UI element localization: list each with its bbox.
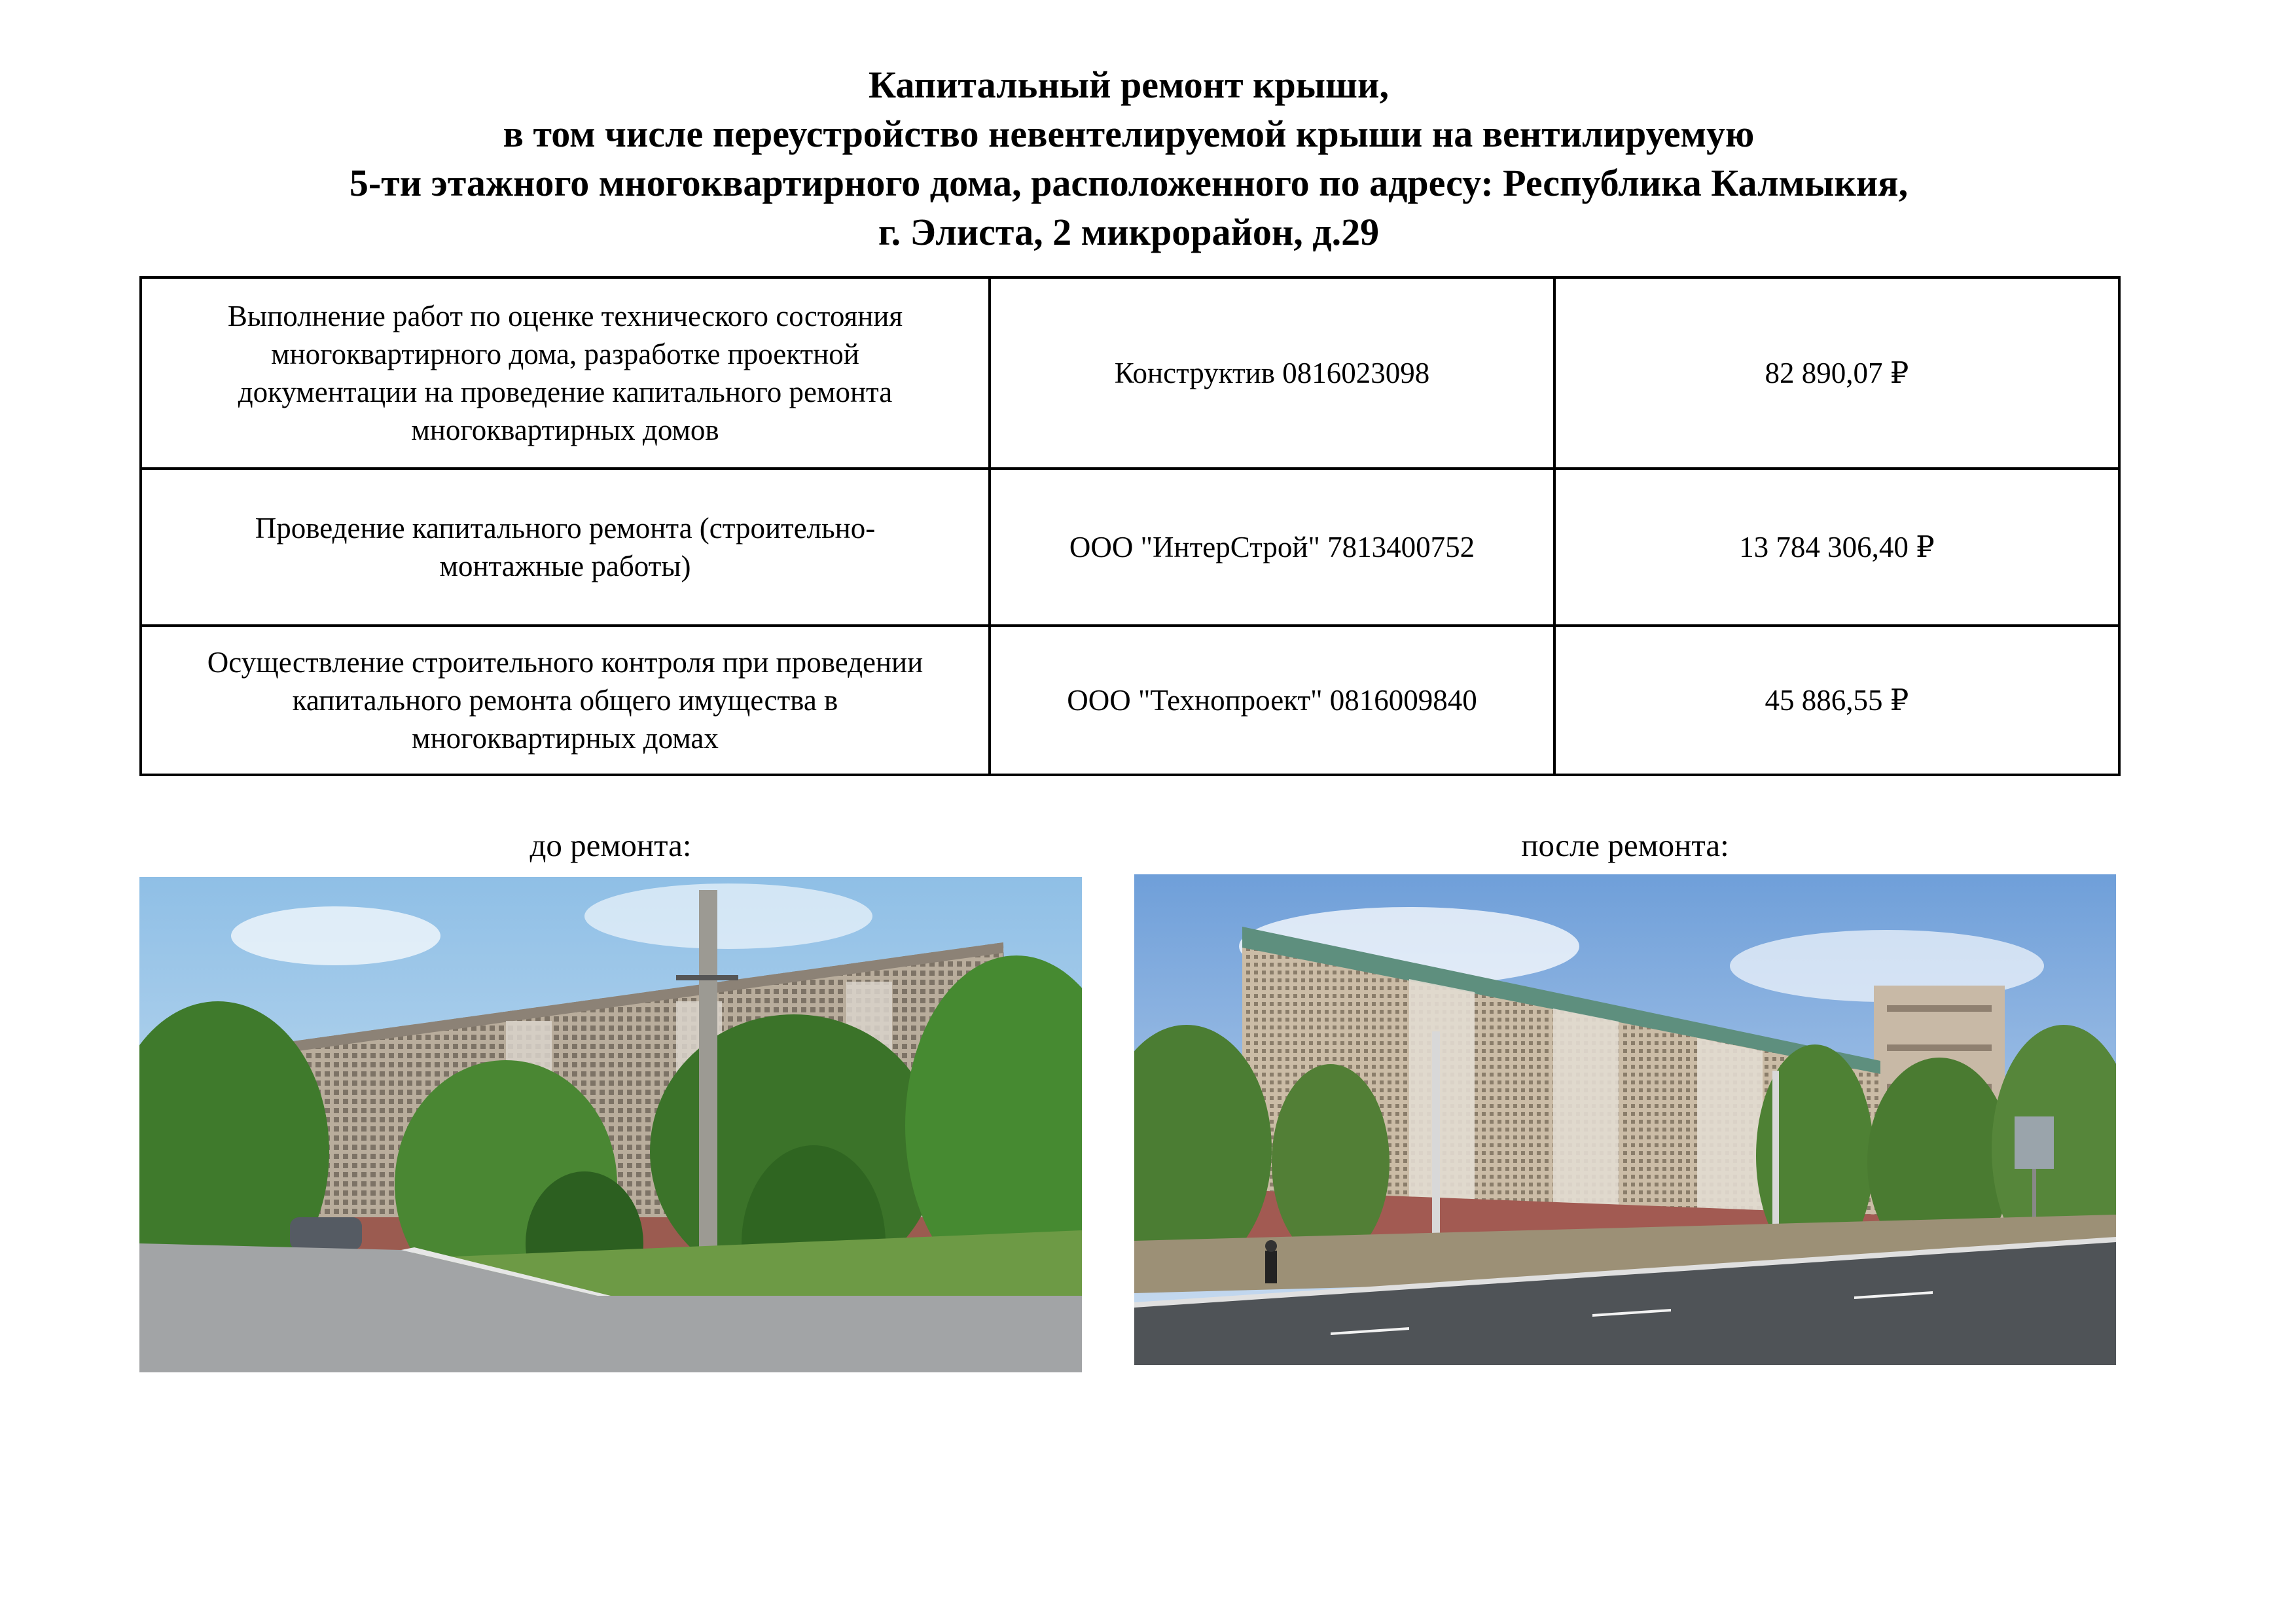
contractor-cell: Конструктив 0816023098 <box>990 277 1554 469</box>
works-table <box>139 276 2121 776</box>
work-description-line: многоквартирных домов <box>411 414 719 446</box>
before-repair-caption: до ремонта: <box>529 827 692 863</box>
road-sign <box>2015 1116 2054 1169</box>
cost-cell: 82 890,07 ₽ <box>1554 277 2119 469</box>
work-description-line: Выполнение работ по оценке технического состояния <box>227 300 903 332</box>
before-photo-scene <box>139 877 1082 1372</box>
work-description-line: Проведение капитального ремонта (строительно- <box>255 512 876 544</box>
work-description-cell <box>141 277 990 469</box>
work-description-line: капитального ремонта общего имущества в <box>292 684 838 717</box>
work-description-line: монтажные работы) <box>439 550 691 582</box>
table-row <box>141 626 2119 775</box>
title-line-1: Капитальный ремонт крыши, <box>869 63 1389 106</box>
document-title <box>139 60 2118 257</box>
contractor-cell: ООО "Технопроект" 0816009840 <box>990 626 1554 775</box>
title-line-2: в том числе переустройство невентелируемой крыши на вентилируемую <box>503 113 1755 155</box>
table-row <box>141 469 2119 626</box>
work-description-line: документации на проведение капитального ремонта <box>238 376 893 408</box>
lamp-pole <box>1432 1031 1440 1247</box>
after-photo-scene <box>1134 874 2116 1365</box>
tree <box>1272 1064 1390 1260</box>
after-repair-photo <box>1134 874 2116 1365</box>
work-description-line: Осуществление строительного контроля при проведении <box>207 646 924 679</box>
cost-cell: 45 886,55 ₽ <box>1554 626 2119 775</box>
title-line-3: 5-ти этажного многоквартирного дома, расположенного по адресу: Республика Калмыкия, <box>349 162 1909 204</box>
work-description-line: многоквартирного дома, разработке проектной <box>271 338 859 370</box>
work-description-cell <box>141 469 990 626</box>
title-line-4: г. Элиста, 2 микрорайон, д.29 <box>878 211 1380 253</box>
pedestrian <box>1265 1251 1277 1283</box>
contractor-cell: ООО "ИнтерСтрой" 7813400752 <box>990 469 1554 626</box>
after-repair-caption: после ремонта: <box>1521 827 1729 863</box>
car <box>290 1217 362 1250</box>
before-repair-photo <box>139 877 1082 1372</box>
table-row <box>141 277 2119 469</box>
work-description-cell <box>141 626 990 775</box>
cost-cell: 13 784 306,40 ₽ <box>1554 469 2119 626</box>
work-description-line: многоквартирных домах <box>412 722 719 755</box>
